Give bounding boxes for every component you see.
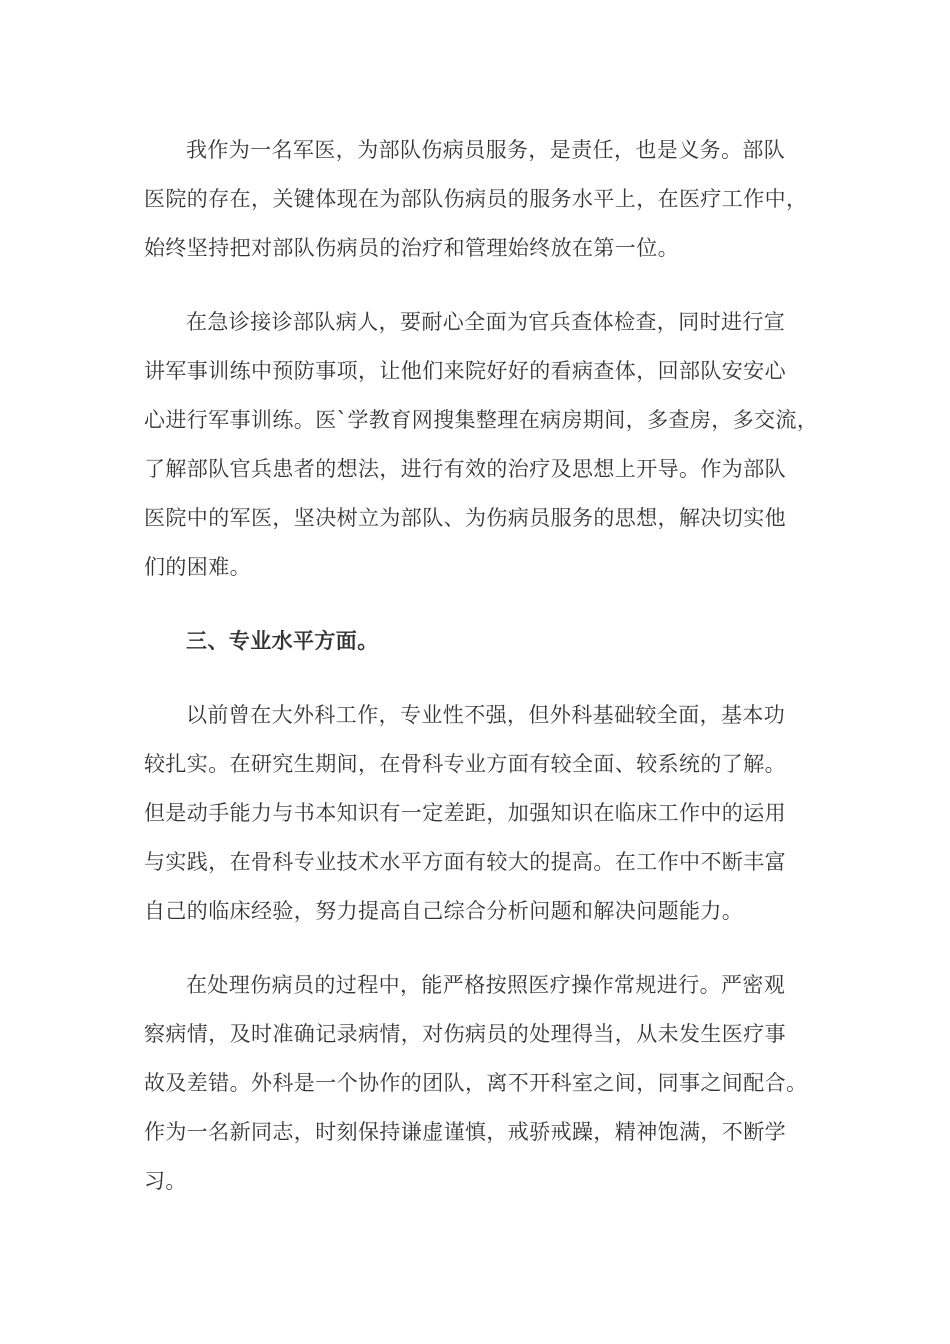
section-heading [144, 617, 804, 666]
paragraph-military-doctor-duty [144, 126, 808, 273]
text-line: 察病情，及时准确记录病情，对伤病员的处理得当，从未发生医疗事 [144, 1022, 786, 1046]
text-line: 与实践，在骨科专业技术水平方面有较大的提高。在工作中不断丰富 [144, 850, 786, 874]
text-line: 较扎实。在研究生期间，在骨科专业方面有较全面、较系统的了解。 [144, 752, 786, 776]
text-line: 以前曾在大外科工作，专业性不强，但外科基础较全面，基本功 [186, 703, 786, 727]
text-line: 但是动手能力与书本知识有一定差距，加强知识在临床工作中的运用 [144, 801, 786, 825]
paragraph-professional-level [144, 691, 804, 936]
text-line: 始终坚持把对部队伤病员的治疗和管理始终放在第一位。 [144, 236, 679, 260]
text-line: 心进行军事训练。医`学教育网搜集整理在病房期间，多查房，多交流， [144, 408, 819, 432]
section-heading-text: 三、专业水平方面。 [186, 629, 379, 653]
paragraph-emergency-care [144, 298, 819, 592]
text-line: 们的困难。 [144, 555, 251, 579]
text-line: 习。 [144, 1169, 187, 1193]
text-line: 作为一名新同志，时刻保持谦虚谨慎，戒骄戒躁，精神饱满，不断学 [144, 1120, 786, 1144]
text-line: 我作为一名军医，为部队伤病员服务，是责任，也是义务。部队 [186, 138, 786, 162]
text-line: 了解部队官兵患者的想法，进行有效的治疗及思想上开导。作为部队 [144, 457, 786, 481]
paragraph-patient-handling [144, 961, 808, 1206]
text-line: 医院中的军医，坚决树立为部队、为伤病员服务的思想，解决切实他 [144, 506, 786, 530]
text-line: 在急诊接诊部队病人，要耐心全面为官兵查体检查，同时进行宣 [186, 310, 786, 334]
document-body [144, 126, 819, 1231]
text-line: 讲军事训练中预防事项，让他们来院好好的看病查体，回部队安安心 [144, 359, 786, 383]
text-line: 故及差错。外科是一个协作的团队，离不开科室之间，同事之间配合。 [144, 1071, 808, 1095]
text-line: 自己的临床经验，努力提高自己综合分析问题和解决问题能力。 [144, 899, 744, 923]
text-line: 医院的存在，关键体现在为部队伤病员的服务水平上，在医疗工作中， [144, 187, 808, 211]
text-line: 在处理伤病员的过程中，能严格按照医疗操作常规进行。严密观 [186, 973, 786, 997]
